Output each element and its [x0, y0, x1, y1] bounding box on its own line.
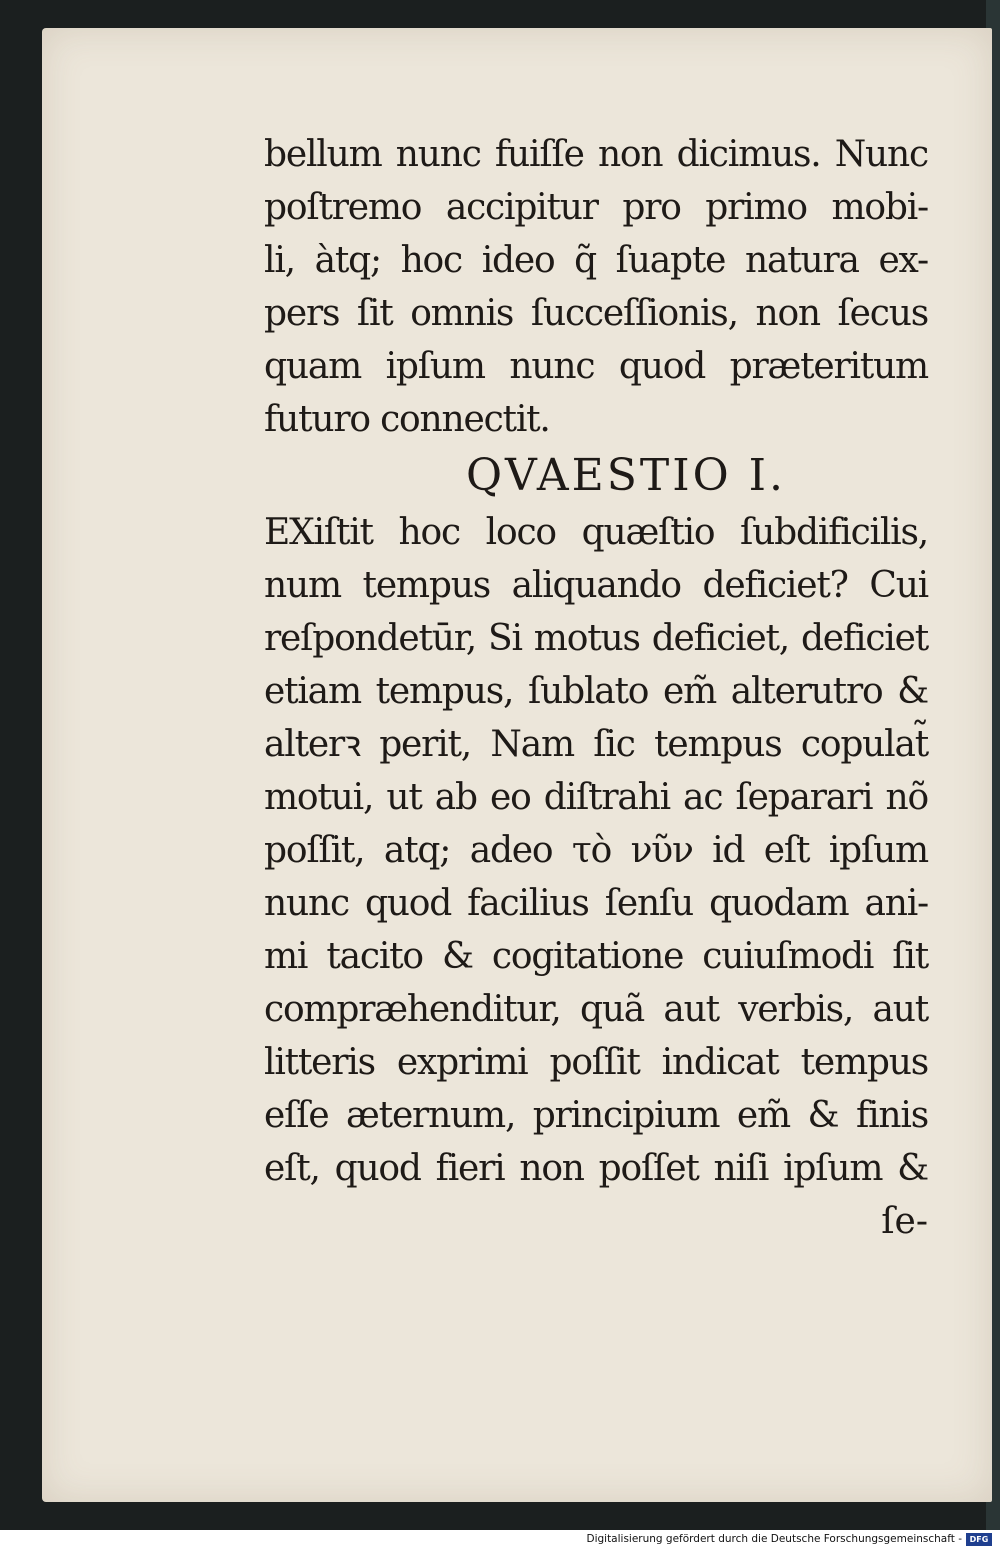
- text-line: eſſe æternum, principium em̃ & finis: [264, 1095, 928, 1136]
- text-line: litteris exprimi poſſit indicat tempus: [264, 1042, 928, 1083]
- text-line: poſtremo accipitur pro primo mobi-: [264, 187, 928, 228]
- text-line: quam ipſum nunc quod præteritum: [264, 346, 928, 387]
- text-line: etiam tempus, ſublato em̃ alterutro &: [264, 671, 928, 712]
- digitization-footer: [0, 1530, 1000, 1550]
- text-line: pers ſit omnis ſucceſſionis, non ſecus: [264, 293, 928, 334]
- text-line: reſpondetūr, Si motus deficiet, deficiet: [264, 618, 928, 659]
- text-line: poſſit, atq; adeo τὸ νῦν id eſt ipſum: [264, 830, 928, 871]
- text-line: li, àtq; hoc ideo q̃ ſuapte natura ex-: [264, 240, 928, 281]
- text-line: motui, ut ab eo diſtrahi ac ſeparari nõ: [264, 777, 928, 818]
- text-line: nunc quod facilius ſenſu quodam ani-: [264, 883, 928, 924]
- book-page: [42, 28, 992, 1502]
- funding-credit: Digitalisierung gefördert durch die Deutsche Forschungsgemeinschaft -: [586, 1533, 962, 1545]
- section-heading: QVAESTIO I.: [465, 450, 787, 501]
- text-line: alterꝛ perit, Nam ſic tempus copulat̃: [264, 724, 928, 765]
- text-line: bellum nunc fuiſſe non dicimus. Nunc: [264, 134, 928, 175]
- catchword: ſe-: [881, 1201, 928, 1242]
- text-line: eſt, quod fieri non poſſet niſi ipſum &: [264, 1148, 928, 1189]
- text-line: num tempus aliquando deficiet? Cui: [264, 565, 928, 606]
- text-line: mi tacito & cogitatione cuiuſmodi ſit: [264, 936, 928, 977]
- text-line: EXiſtit hoc loco quæſtio ſubdificilis,: [264, 512, 928, 553]
- text-line: futuro connectit.: [264, 399, 550, 440]
- page-text: [264, 128, 928, 1248]
- text-line: compræhenditur, quã aut verbis, aut: [264, 989, 928, 1030]
- dfg-logo-icon: DFG: [966, 1533, 992, 1546]
